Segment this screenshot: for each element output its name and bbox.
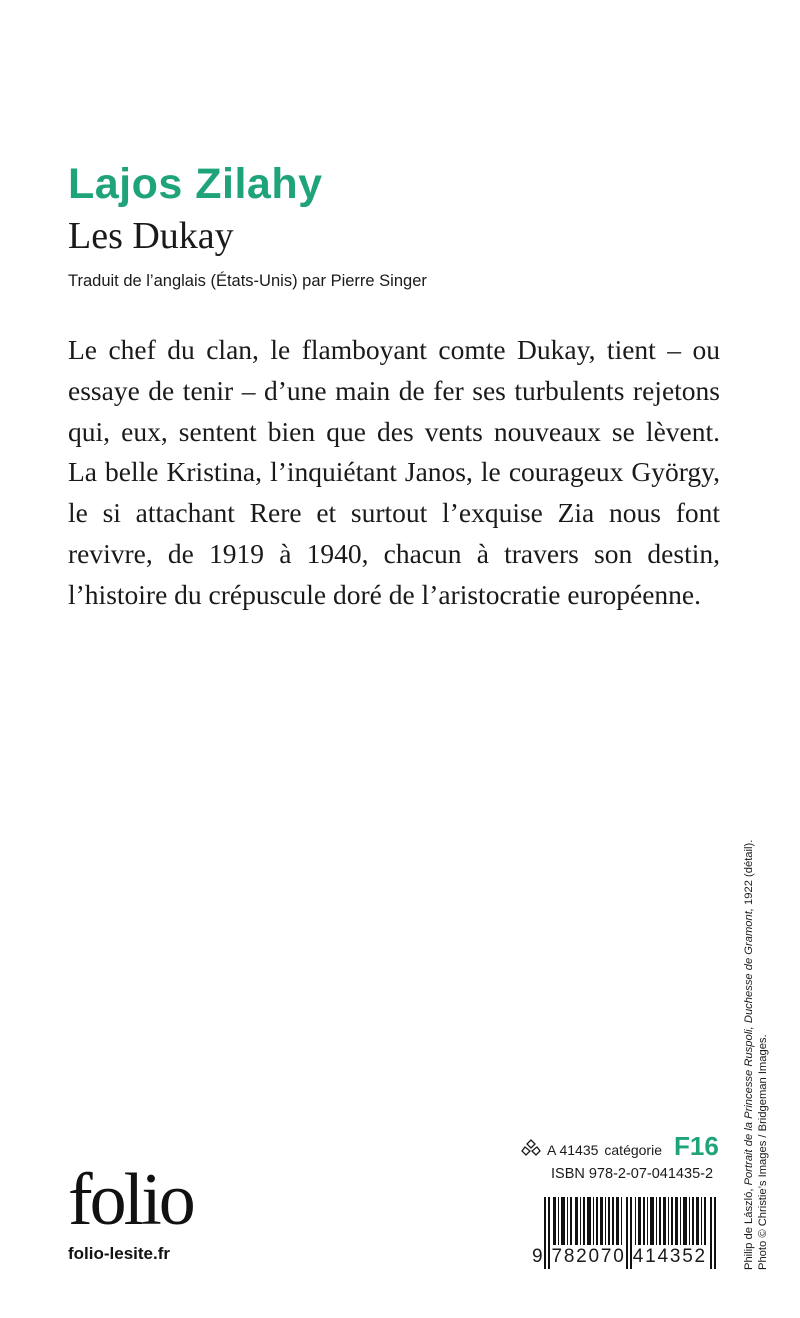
- translator-credit: Traduit de l’anglais (États-Unis) par Pierre Singer: [68, 272, 427, 290]
- catalog-row: [521, 1131, 719, 1162]
- summary-line: revivre, de 1919 à 1940, chacun à travers son destin,: [68, 537, 720, 569]
- summary-line: essaye de tenir – d’une main de fer ses turbulents rejetons: [68, 374, 720, 406]
- summary-line: La belle Kristina, l’inquiétant Janos, le courageux György,: [68, 456, 720, 488]
- publisher-website: folio-lesite.fr: [68, 1244, 171, 1263]
- barcode-digits: 9 782070 414352: [532, 1246, 707, 1267]
- summary-line: le si attachant Rere et surtout l’exquise Zia nous font: [68, 497, 720, 529]
- isbn: ISBN 978-2-07-041435-2: [551, 1166, 714, 1182]
- credit-work: Portrait de la Princesse Ruspoli, Duchesse de Gramont,: [743, 908, 755, 1186]
- summary-line: qui, eux, sentent bien que des vents nouveaux se lèvent.: [68, 415, 720, 447]
- category-label: catégorie: [604, 1142, 662, 1158]
- book-title: Les Dukay: [68, 215, 234, 257]
- summary-line: l’histoire du crépuscule doré de l’aristocratie européenne.: [68, 578, 701, 610]
- category-code: F16: [673, 1131, 719, 1161]
- gallimard-logo-icon: [521, 1138, 541, 1158]
- credit-detail: 1922 (détail).: [743, 839, 755, 905]
- summary-text: [68, 330, 720, 616]
- credit-line-artwork: [742, 790, 756, 1270]
- cover-image-credit: [742, 790, 770, 1270]
- credit-artist: Philip de László,: [743, 1188, 755, 1270]
- summary-line: Le chef du clan, le flamboyant comte Dukay, tient – ou: [68, 334, 720, 365]
- author-name: Lajos Zilahy: [68, 160, 323, 208]
- credit-line-photo: Photo © Christie’s Images / Bridgeman Images.: [757, 1034, 769, 1270]
- publisher-logo: folio: [68, 1159, 193, 1241]
- catalog-number: A 41435: [547, 1142, 599, 1158]
